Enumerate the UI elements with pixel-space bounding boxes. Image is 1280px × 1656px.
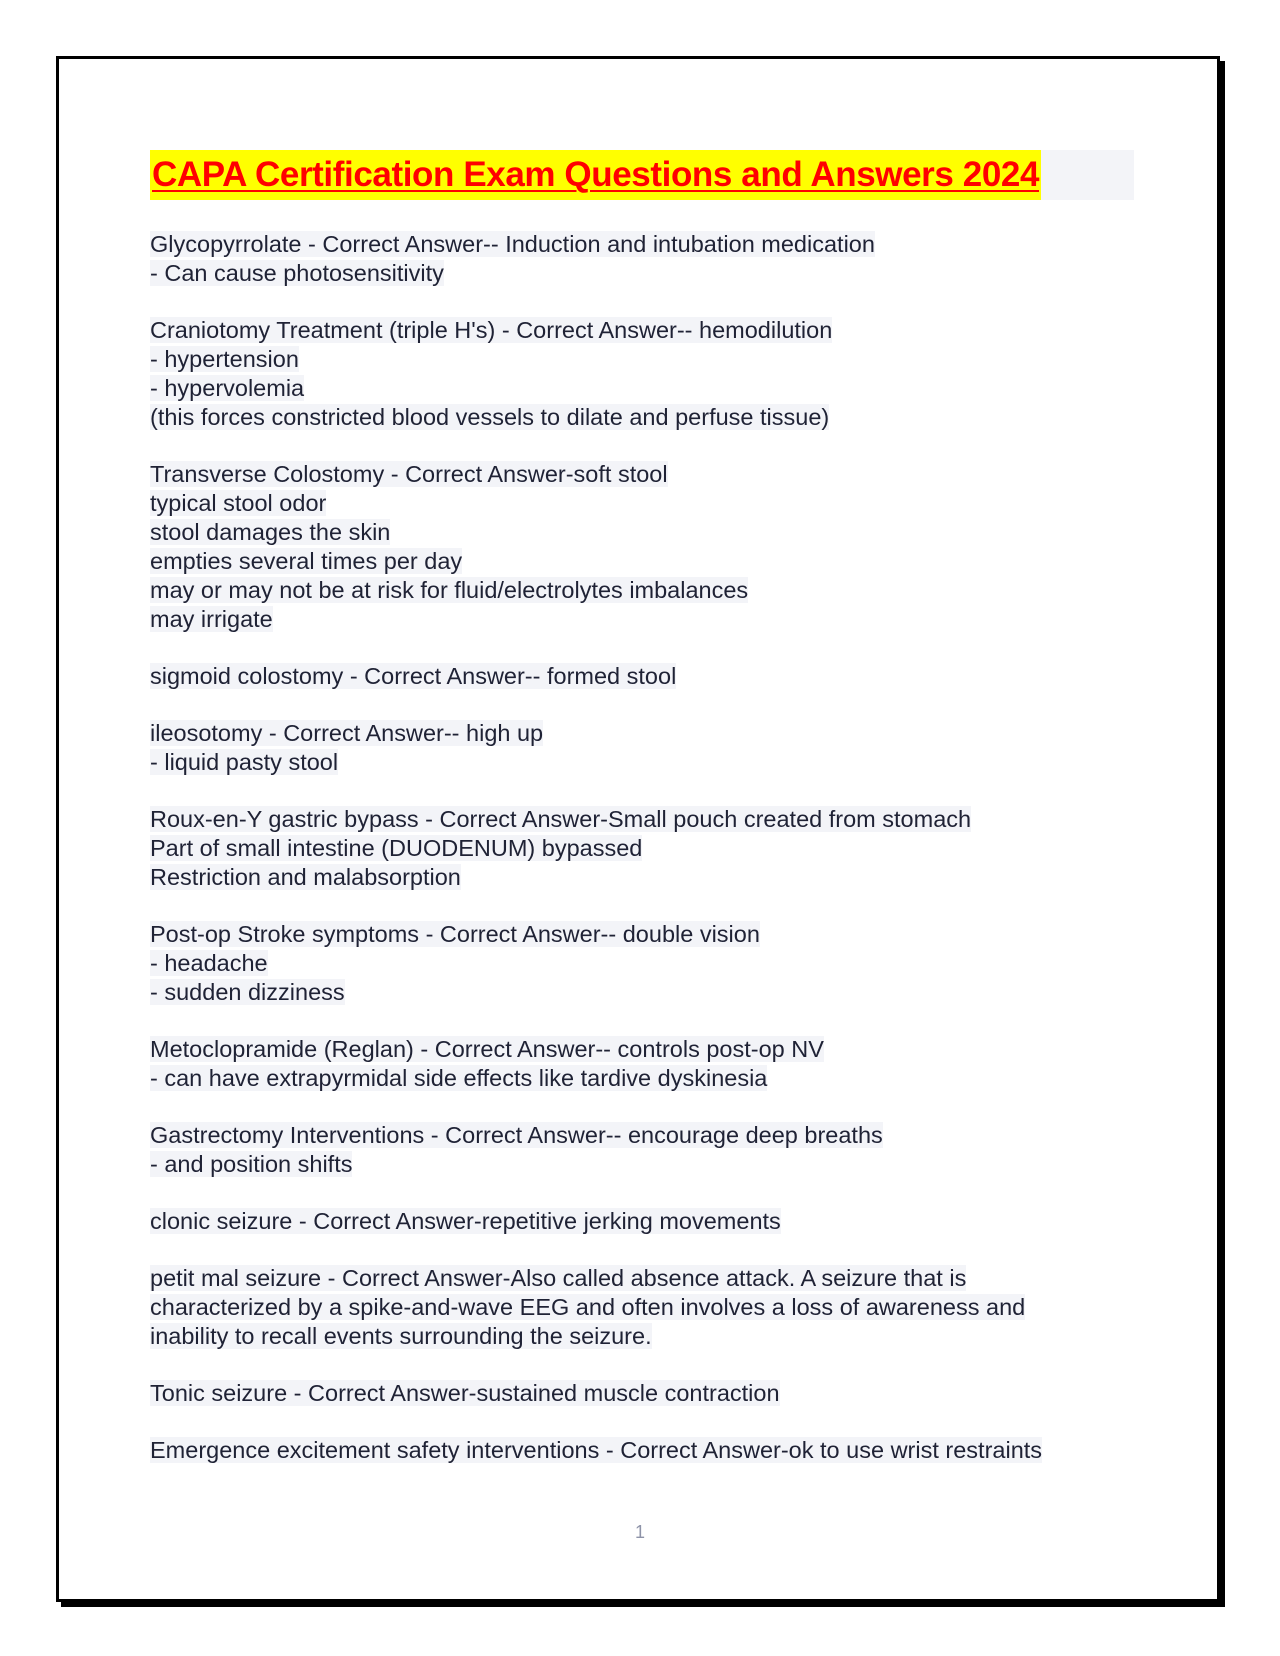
qa-line-text: - liquid pasty stool bbox=[150, 749, 339, 775]
qa-answer-line bbox=[150, 374, 1140, 403]
qa-answer-line bbox=[150, 259, 1140, 288]
qa-answer-line bbox=[150, 1064, 1140, 1093]
qa-answer-line bbox=[150, 1150, 1140, 1179]
qa-line-text: inability to recall events surrounding the seizure. bbox=[150, 1323, 652, 1349]
qa-line-text: petit mal seizure - Correct Answer-Also called absence attack. A seizure that is bbox=[150, 1265, 967, 1291]
qa-entry bbox=[150, 662, 1140, 691]
qa-entry bbox=[150, 1436, 1140, 1465]
qa-answer-line bbox=[150, 1293, 1140, 1322]
qa-line-text: - headache bbox=[150, 950, 268, 976]
qa-line-text: Glycopyrrolate - Correct Answer-- Induction and intubation medication bbox=[150, 231, 875, 257]
qa-question-line bbox=[150, 1436, 1140, 1465]
qa-line-text: - Can cause photosensitivity bbox=[150, 260, 444, 286]
qa-answer-line bbox=[150, 345, 1140, 374]
qa-entry bbox=[150, 1121, 1140, 1179]
qa-answer-line bbox=[150, 403, 1140, 432]
qa-answer-line bbox=[150, 978, 1140, 1007]
qa-line-text: Tonic seizure - Correct Answer-sustained muscle contraction bbox=[150, 1380, 780, 1406]
qa-question-line bbox=[150, 1207, 1140, 1236]
qa-question-line bbox=[150, 719, 1140, 748]
qa-line-text: typical stool odor bbox=[150, 490, 327, 516]
qa-question-line bbox=[150, 1121, 1140, 1150]
qa-entry bbox=[150, 316, 1140, 432]
document-title: CAPA Certification Exam Questions and Answers 2024 bbox=[150, 150, 1041, 200]
qa-list bbox=[150, 230, 1140, 1493]
qa-line-text: Roux-en-Y gastric bypass - Correct Answer-Small pouch created from stomach bbox=[150, 806, 972, 832]
qa-question-line bbox=[150, 920, 1140, 949]
qa-question-line bbox=[150, 662, 1140, 691]
qa-entry bbox=[150, 230, 1140, 288]
qa-line-text: Restriction and malabsorption bbox=[150, 864, 461, 890]
qa-line-text: ileosotomy - Correct Answer-- high up bbox=[150, 720, 544, 746]
qa-line-text: Craniotomy Treatment (triple H's) - Correct Answer-- hemodilution bbox=[150, 317, 833, 343]
qa-entry bbox=[150, 719, 1140, 777]
qa-line-text: Metoclopramide (Reglan) - Correct Answer-- controls post-op NV bbox=[150, 1036, 824, 1062]
qa-answer-line bbox=[150, 863, 1140, 892]
qa-entry bbox=[150, 1207, 1140, 1236]
qa-line-text: Gastrectomy Interventions - Correct Answer-- encourage deep breaths bbox=[150, 1122, 883, 1148]
qa-line-text: may or may not be at risk for fluid/electrolytes imbalances bbox=[150, 577, 749, 603]
qa-entry bbox=[150, 1264, 1140, 1351]
qa-line-text: Part of small intestine (DUODENUM) bypassed bbox=[150, 835, 643, 861]
qa-answer-line bbox=[150, 605, 1140, 634]
qa-line-text: (this forces constricted blood vessels to dilate and perfuse tissue) bbox=[150, 404, 830, 430]
qa-entry bbox=[150, 1035, 1140, 1093]
qa-line-text: may irrigate bbox=[150, 606, 273, 632]
page-number: 1 bbox=[634, 1522, 645, 1542]
qa-entry bbox=[150, 460, 1140, 634]
qa-answer-line bbox=[150, 949, 1140, 978]
qa-line-text: - and position shifts bbox=[150, 1151, 353, 1177]
qa-answer-line bbox=[150, 834, 1140, 863]
qa-question-line bbox=[150, 1264, 1140, 1293]
qa-line-text: empties several times per day bbox=[150, 548, 463, 574]
qa-line-text: - can have extrapyrmidal side effects like tardive dyskinesia bbox=[150, 1065, 768, 1091]
qa-line-text: Emergence excitement safety interventions - Correct Answer-ok to use wrist restraints bbox=[150, 1437, 1043, 1463]
qa-question-line bbox=[150, 805, 1140, 834]
qa-line-text: - hypertension bbox=[150, 346, 299, 372]
qa-line-text: - hypervolemia bbox=[150, 375, 305, 401]
qa-question-line bbox=[150, 230, 1140, 259]
qa-question-line bbox=[150, 1379, 1140, 1408]
qa-line-text: sigmoid colostomy - Correct Answer-- formed stool bbox=[150, 663, 677, 689]
qa-answer-line bbox=[150, 518, 1140, 547]
qa-line-text: Transverse Colostomy - Correct Answer-soft stool bbox=[150, 461, 668, 487]
qa-answer-line bbox=[150, 576, 1140, 605]
qa-entry bbox=[150, 1379, 1140, 1408]
qa-entry bbox=[150, 920, 1140, 1007]
qa-line-text: stool damages the skin bbox=[150, 519, 391, 545]
qa-line-text: clonic seizure - Correct Answer-repetitive jerking movements bbox=[150, 1208, 781, 1234]
qa-entry bbox=[150, 805, 1140, 892]
qa-line-text: - sudden dizziness bbox=[150, 979, 345, 1005]
qa-question-line bbox=[150, 1035, 1140, 1064]
qa-question-line bbox=[150, 316, 1140, 345]
qa-answer-line bbox=[150, 489, 1140, 518]
qa-line-text: characterized by a spike-and-wave EEG and often involves a loss of awareness and bbox=[150, 1294, 1026, 1320]
qa-answer-line bbox=[150, 748, 1140, 777]
qa-line-text: Post-op Stroke symptoms - Correct Answer-- double vision bbox=[150, 921, 760, 947]
qa-question-line bbox=[150, 460, 1140, 489]
qa-answer-line bbox=[150, 547, 1140, 576]
qa-answer-line bbox=[150, 1322, 1140, 1351]
